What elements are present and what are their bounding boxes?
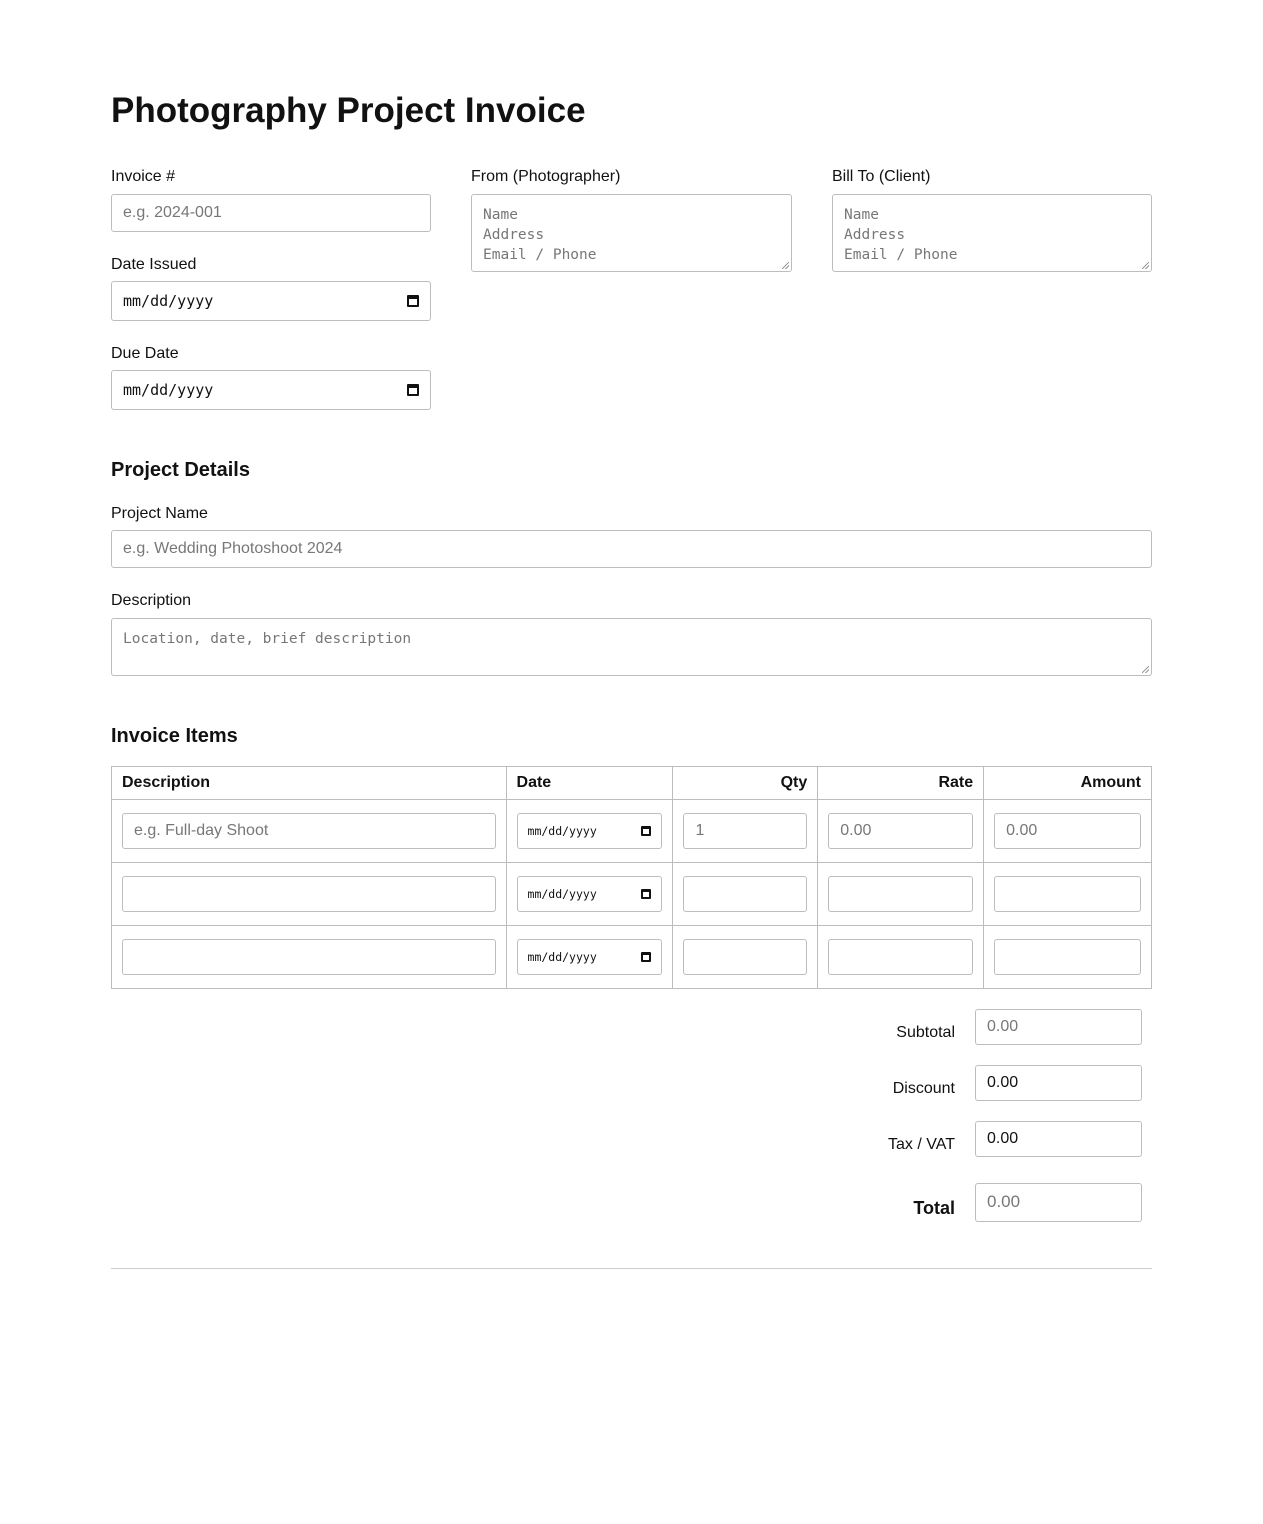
item-amount-input[interactable] <box>994 876 1141 912</box>
table-cell <box>506 800 673 863</box>
resize-grip-icon[interactable] <box>782 262 789 269</box>
item-qty-input[interactable]: 1 <box>683 813 807 849</box>
table-row <box>112 800 1152 863</box>
item-description-input[interactable]: e.g. Full-day Shoot <box>122 813 496 849</box>
project-name-label: Project Name <box>111 505 208 522</box>
due-date-input[interactable] <box>111 370 431 410</box>
description-label: Description <box>111 592 192 609</box>
table-cell <box>673 863 818 926</box>
table-cell <box>506 863 673 926</box>
due-date-value: mm/dd/yyyy <box>123 381 214 399</box>
table-cell <box>984 800 1152 863</box>
table-cell <box>818 926 984 989</box>
resize-grip-icon[interactable] <box>1142 666 1149 673</box>
item-amount-input[interactable] <box>994 939 1141 975</box>
calendar-icon[interactable] <box>641 889 651 899</box>
from-label: From (Photographer) <box>471 168 621 185</box>
item-rate-input[interactable] <box>828 939 973 975</box>
calendar-icon[interactable] <box>641 952 651 962</box>
tax-label: Tax / VAT <box>888 1136 955 1153</box>
resize-grip-icon[interactable] <box>1142 262 1149 269</box>
project-details-heading: Project Details <box>111 459 250 481</box>
subtotal-label: Subtotal <box>896 1024 955 1041</box>
date-issued-label: Date Issued <box>111 256 197 273</box>
item-description-input[interactable] <box>122 939 496 975</box>
table-cell <box>984 926 1152 989</box>
due-date-label: Due Date <box>111 345 179 362</box>
calendar-icon[interactable] <box>407 384 419 396</box>
item-qty-input[interactable] <box>683 939 807 975</box>
divider <box>111 1268 1152 1269</box>
discount-label: Discount <box>892 1080 955 1097</box>
table-row <box>112 926 1152 989</box>
total-label: Total <box>913 1198 955 1218</box>
table-cell <box>673 800 818 863</box>
bill-to-label: Bill To (Client) <box>832 168 931 185</box>
column-header-date: Date <box>506 767 673 800</box>
project-name-input[interactable]: e.g. Wedding Photoshoot 2024 <box>111 530 1152 568</box>
calendar-icon[interactable] <box>407 295 419 307</box>
date-issued-value: mm/dd/yyyy <box>123 292 214 310</box>
item-rate-input[interactable] <box>828 876 973 912</box>
item-date-input[interactable] <box>517 939 663 975</box>
date-issued-input[interactable] <box>111 281 431 321</box>
item-date-input[interactable] <box>517 813 663 849</box>
date-value: mm/dd/yyyy <box>527 887 597 901</box>
table-row <box>112 863 1152 926</box>
table-cell <box>112 863 507 926</box>
table-cell <box>673 926 818 989</box>
item-description-input[interactable] <box>122 876 496 912</box>
description-placeholder: Location, date, brief description <box>123 631 412 647</box>
invoice-items-heading: Invoice Items <box>111 725 238 747</box>
calendar-icon[interactable] <box>641 826 651 836</box>
item-qty-input[interactable] <box>683 876 807 912</box>
table-cell <box>818 800 984 863</box>
invoice-number-label: Invoice # <box>111 168 176 185</box>
invoice-items-table <box>111 766 1152 989</box>
item-date-input[interactable] <box>517 876 663 912</box>
item-rate-input[interactable]: 0.00 <box>828 813 973 849</box>
bill-to-placeholder: Name Address Email / Phone <box>844 207 958 263</box>
table-cell <box>112 800 507 863</box>
description-textarea[interactable] <box>111 618 1152 676</box>
column-header-description: Description <box>112 767 507 800</box>
date-value: mm/dd/yyyy <box>527 824 597 838</box>
tax-input[interactable]: 0.00 <box>975 1121 1142 1157</box>
subtotal-input[interactable]: 0.00 <box>975 1009 1142 1045</box>
column-header-amount: Amount <box>984 767 1152 800</box>
invoice-number-input[interactable]: e.g. 2024-001 <box>111 194 431 232</box>
table-cell <box>984 863 1152 926</box>
table-cell <box>112 926 507 989</box>
item-amount-input[interactable]: 0.00 <box>994 813 1141 849</box>
table-cell <box>818 863 984 926</box>
total-input[interactable]: 0.00 <box>975 1183 1142 1222</box>
date-value: mm/dd/yyyy <box>527 950 597 964</box>
discount-input[interactable]: 0.00 <box>975 1065 1142 1101</box>
table-cell <box>506 926 673 989</box>
column-header-qty: Qty <box>673 767 818 800</box>
bill-to-textarea[interactable] <box>832 194 1152 272</box>
table-header-row <box>112 767 1152 800</box>
column-header-rate: Rate <box>818 767 984 800</box>
from-placeholder: Name Address Email / Phone <box>483 207 597 263</box>
page-title: Photography Project Invoice <box>111 91 586 130</box>
from-textarea[interactable] <box>471 194 792 272</box>
